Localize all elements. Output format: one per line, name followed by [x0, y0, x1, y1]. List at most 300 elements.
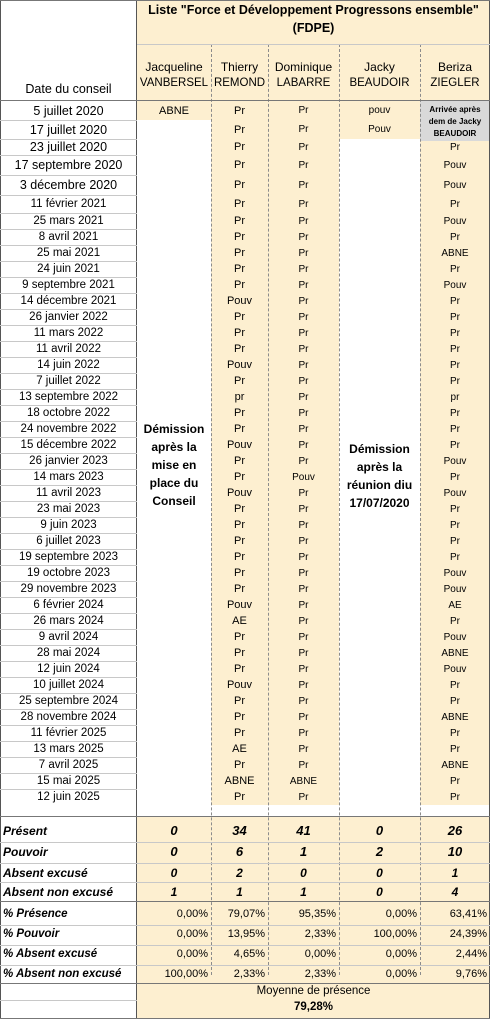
resignation-note-beaudoir: 17/07/2020	[349, 496, 410, 510]
grid-line	[0, 677, 137, 678]
grid-line	[0, 1018, 490, 1019]
attendance-cell-labarre: Pr	[298, 407, 309, 419]
date-cell: 12 juin 2025	[37, 791, 100, 803]
percent-label: % Absent non excusé	[3, 968, 122, 980]
attendance-cell-remond: Pr	[234, 141, 245, 153]
grid-line	[0, 0, 1, 1019]
attendance-cell-labarre: Pr	[298, 743, 309, 755]
grid-line	[0, 1000, 137, 1001]
percent-value: 24,39%	[449, 928, 487, 940]
attendance-cell-remond: Pr	[234, 247, 245, 259]
grid-line	[0, 261, 137, 262]
attendance-cell-ziegler: Pr	[450, 407, 460, 419]
percent-value: 0,00%	[176, 928, 208, 940]
attendance-cell-labarre: Pr	[298, 247, 309, 259]
attendance-cell-labarre: Pr	[298, 215, 309, 227]
grid-line	[0, 709, 137, 710]
attendance-cell-ziegler: Pr	[450, 198, 460, 210]
grid-line	[0, 741, 137, 742]
grid-line	[0, 175, 137, 176]
percent-label: % Présence	[3, 908, 68, 920]
date-cell: 14 mars 2023	[33, 471, 104, 483]
percent-value: 0,00%	[385, 908, 417, 920]
attendance-cell-ziegler: ABNE	[441, 759, 469, 771]
percent-value: 79,07%	[227, 908, 265, 920]
grid-line	[0, 549, 137, 550]
grid-line	[0, 816, 490, 817]
attendance-cell-labarre: Pr	[298, 759, 309, 771]
attendance-cell-ziegler: Pr	[450, 327, 460, 339]
attendance-cell-ziegler: Pr	[450, 359, 460, 371]
date-cell: 25 septembre 2024	[18, 695, 119, 707]
grid-line	[0, 597, 137, 598]
resignation-note-vanbersel: place du	[149, 476, 199, 490]
date-cell: 3 décembre 2020	[19, 178, 118, 192]
date-cell: 23 juillet 2020	[29, 140, 108, 154]
grid-line	[0, 405, 137, 406]
attendance-cell-ziegler: Pouv	[443, 631, 467, 643]
sheet-title: Liste "Force et Développement Progressons ensemble"	[148, 3, 479, 17]
count-value: 6	[235, 844, 244, 859]
grid-line	[0, 773, 137, 774]
grid-line	[0, 373, 137, 374]
attendance-cell-labarre: Pr	[298, 105, 309, 116]
attendance-cell-remond: Pr	[234, 647, 245, 659]
count-value: 0	[376, 865, 383, 880]
attendance-cell-ziegler: Pr	[450, 471, 460, 483]
attendance-cell-ziegler: Pouv	[443, 583, 467, 595]
grid-line	[0, 0, 490, 1]
attendance-cell-remond: Pr	[234, 503, 245, 515]
grid-line	[0, 661, 137, 662]
attendance-cell-remond: pr	[234, 391, 245, 403]
attendance-cell-ziegler: Pr	[450, 141, 460, 153]
count-label: Absent excusé	[3, 865, 88, 880]
grid-line	[489, 0, 490, 1019]
percent-value: 0,00%	[385, 968, 417, 980]
grid-line	[0, 120, 137, 121]
date-cell: 28 novembre 2024	[20, 711, 117, 723]
attendance-cell-remond: Pr	[234, 179, 245, 191]
percent-value: 2,33%	[233, 968, 265, 980]
attendance-cell-remond: Pr	[234, 663, 245, 675]
percent-value: 95,35%	[298, 908, 336, 920]
attendance-cell-remond: Pr	[234, 198, 245, 210]
member-lastname-ziegler: ZIEGLER	[430, 77, 480, 89]
attendance-cell-remond: Pr	[234, 535, 245, 547]
attendance-cell-remond: Pr	[234, 471, 245, 483]
attendance-cell-labarre: Pr	[298, 327, 309, 339]
grid-line	[0, 629, 137, 630]
attendance-cell-remond: Pr	[234, 311, 245, 323]
count-value: 0	[376, 884, 383, 899]
attendance-cell-labarre: Pr	[298, 375, 309, 387]
attendance-cell-remond: Pr	[234, 695, 245, 707]
count-label: Présent	[3, 823, 48, 838]
grid-line	[136, 0, 137, 1019]
count-value: 2	[375, 844, 384, 859]
attendance-cell-remond: Pouv	[226, 439, 253, 451]
attendance-cell-labarre: Pr	[298, 439, 309, 451]
ziegler-note-line: dem de Jacky	[428, 116, 482, 126]
count-value: 26	[447, 823, 463, 838]
date-cell: 26 janvier 2022	[29, 311, 108, 323]
average-label: Moyenne de présence	[256, 985, 371, 997]
grid-line	[0, 517, 137, 518]
count-value: 1	[451, 865, 459, 880]
attendance-cell-remond: Pr	[234, 327, 245, 339]
grid-line	[0, 325, 137, 326]
attendance-cell-beaudoir: Pouv	[368, 124, 391, 135]
date-cell: 8 avril 2021	[38, 231, 99, 243]
grid-line	[339, 44, 340, 975]
ziegler-note-line: BEAUDOIR	[433, 128, 477, 138]
attendance-cell-remond: Pr	[234, 519, 245, 531]
count-value: 0	[170, 865, 178, 880]
date-cell: 7 avril 2025	[38, 759, 99, 771]
attendance-cell-labarre: Pr	[298, 551, 309, 563]
date-cell: 9 avril 2024	[38, 631, 99, 643]
attendance-cell-remond: Pouv	[226, 295, 253, 307]
attendance-cell-ziegler: Pouv	[443, 215, 467, 227]
attendance-cell-remond: Pr	[234, 231, 245, 243]
resignation-note-vanbersel: après la	[151, 440, 197, 454]
grid-line	[0, 565, 137, 566]
attendance-cell-ziegler: Pr	[450, 615, 460, 627]
grid-line	[211, 44, 212, 975]
attendance-cell-labarre: Pr	[298, 631, 309, 643]
attendance-cell-ziegler: ABNE	[441, 647, 469, 659]
attendance-cell-ziegler: ABNE	[441, 711, 469, 723]
date-cell: 19 octobre 2023	[26, 567, 111, 579]
grid-line	[0, 421, 137, 422]
percent-label: % Pouvoir	[3, 928, 60, 940]
grid-line	[0, 501, 137, 502]
date-cell: 10 juillet 2024	[33, 679, 104, 691]
grid-line	[0, 693, 137, 694]
grid-line	[0, 645, 137, 646]
date-cell: 13 septembre 2022	[18, 391, 119, 403]
attendance-cell-labarre: Pouv	[292, 471, 315, 483]
date-cell: 9 septembre 2021	[22, 279, 115, 291]
grid-line	[0, 925, 490, 926]
grid-line	[0, 945, 490, 946]
attendance-cell-remond: Pr	[234, 727, 245, 739]
average-value: 79,28%	[293, 1001, 333, 1013]
grid-line	[0, 882, 490, 883]
count-label: Pouvoir	[3, 844, 48, 859]
percent-value: 100,00%	[164, 968, 208, 980]
attendance-cell-labarre: Pr	[298, 231, 309, 243]
date-cell: 26 janvier 2023	[29, 455, 108, 467]
attendance-cell-labarre: Pr	[298, 279, 309, 291]
date-cell: 13 mars 2025	[33, 743, 104, 755]
count-value: 0	[300, 865, 307, 880]
attendance-cell-ziegler: Pouv	[443, 567, 467, 579]
attendance-cell-beaudoir: pouv	[368, 105, 391, 116]
attendance-cell-remond: AE	[232, 743, 247, 755]
date-cell: 28 mai 2024	[36, 647, 101, 659]
date-cell: 14 décembre 2021	[20, 295, 117, 307]
attendance-cell-labarre: Pr	[298, 423, 309, 435]
attendance-cell-remond: ABNE	[224, 775, 255, 787]
count-value: 1	[300, 884, 307, 899]
attendance-cell-remond: Pr	[234, 567, 245, 579]
attendance-cell-labarre: Pr	[298, 583, 309, 595]
attendance-cell-ziegler: Pr	[450, 727, 460, 739]
attendance-cell-labarre: Pr	[298, 263, 309, 275]
grid-line	[0, 293, 137, 294]
date-cell: 24 novembre 2022	[20, 423, 117, 435]
attendance-cell-remond: Pr	[234, 423, 245, 435]
attendance-cell-ziegler: Pouv	[443, 179, 467, 191]
attendance-cell-ziegler: Pouv	[443, 159, 467, 171]
date-cell: 24 juin 2021	[37, 263, 100, 275]
percent-value: 13,95%	[227, 928, 265, 940]
member-firstname-beaudoir: Jacky	[364, 60, 395, 74]
grid-line	[0, 965, 490, 966]
count-value: 1	[299, 844, 308, 859]
percent-value: 0,00%	[304, 948, 336, 960]
attendance-cell-vanbersel: ABNE	[159, 104, 189, 117]
date-cell: 25 mars 2021	[33, 215, 104, 227]
percent-value: 2,33%	[304, 928, 336, 940]
attendance-cell-labarre: Pr	[298, 519, 309, 531]
resignation-note-vanbersel: mise en	[151, 458, 197, 472]
attendance-cell-ziegler: Pouv	[443, 455, 467, 467]
attendance-cell-labarre: Pr	[298, 791, 309, 803]
date-cell: 6 février 2024	[33, 599, 104, 611]
attendance-cell-ziegler: Pr	[450, 551, 460, 563]
percent-value: 9,76%	[455, 968, 487, 980]
attendance-cell-ziegler: Pr	[450, 695, 460, 707]
count-value: 1	[236, 884, 243, 899]
member-firstname-remond: Thierry	[220, 60, 259, 74]
count-value: 10	[447, 844, 463, 859]
count-value: 41	[296, 823, 311, 838]
resignation-note-beaudoir: Démission	[349, 442, 410, 456]
date-cell: 17 septembre 2020	[14, 158, 123, 172]
date-cell: 26 mars 2024	[33, 615, 104, 627]
attendance-cell-remond: Pr	[234, 123, 245, 136]
attendance-cell-labarre: Pr	[298, 391, 309, 403]
percent-value: 0,00%	[176, 948, 208, 960]
resignation-note-vanbersel: Démission	[143, 422, 205, 436]
attendance-cell-ziegler: Pouv	[443, 663, 467, 675]
member-lastname-remond: REMOND	[213, 77, 266, 89]
attendance-cell-labarre: Pr	[298, 647, 309, 659]
attendance-cell-ziegler: Pr	[450, 679, 460, 691]
attendance-cell-ziegler: Pouv	[443, 487, 467, 499]
date-cell: 15 mai 2025	[36, 775, 101, 787]
percent-value: 63,41%	[449, 908, 487, 920]
grid-line	[0, 195, 137, 196]
grid-line	[0, 725, 137, 726]
attendance-cell-remond: Pr	[234, 159, 245, 171]
grid-line	[0, 533, 137, 534]
ziegler-note-line: Arrivée après	[429, 104, 481, 114]
attendance-cell-remond: Pr	[234, 455, 245, 467]
percent-value: 2,33%	[304, 968, 336, 980]
grid-line	[0, 437, 137, 438]
attendance-cell-labarre: Pr	[298, 295, 309, 307]
attendance-cell-labarre: Pr	[298, 567, 309, 579]
attendance-cell-labarre: Pr	[298, 503, 309, 515]
attendance-cell-remond: Pouv	[226, 679, 253, 691]
attendance-cell-labarre: Pr	[298, 695, 309, 707]
date-cell: 11 février 2021	[30, 198, 107, 210]
attendance-cell-remond: Pr	[234, 711, 245, 723]
count-value: 0	[170, 823, 178, 838]
attendance-cell-remond: Pr	[234, 583, 245, 595]
date-cell: 15 décembre 2022	[20, 439, 117, 451]
attendance-cell-ziegler: Pr	[450, 535, 460, 547]
attendance-cell-remond: Pouv	[226, 599, 253, 611]
grid-line	[0, 983, 490, 984]
date-cell: 11 février 2025	[30, 727, 107, 739]
attendance-cell-remond: Pouv	[226, 359, 253, 371]
attendance-cell-remond: Pr	[234, 791, 245, 803]
attendance-cell-labarre: Pr	[298, 343, 309, 355]
count-value: 0	[170, 844, 178, 859]
member-lastname-beaudoir: BEAUDOIR	[349, 77, 410, 89]
count-value: 0	[375, 823, 384, 838]
attendance-cell-remond: Pr	[234, 759, 245, 771]
date-cell: 9 juin 2023	[40, 519, 97, 531]
attendance-cell-ziegler: ABNE	[441, 247, 469, 259]
attendance-cell-ziegler: Pr	[450, 263, 460, 275]
attendance-cell-ziegler: Pr	[450, 311, 460, 323]
percent-label: % Absent excusé	[3, 948, 98, 960]
date-cell: 11 avril 2022	[36, 343, 101, 355]
attendance-cell-labarre: Pr	[298, 124, 309, 135]
grid-line	[0, 485, 137, 486]
count-value: 4	[451, 884, 459, 899]
grid-line	[0, 757, 137, 758]
date-cell: 29 novembre 2023	[20, 583, 117, 595]
date-cell: 12 juin 2024	[37, 663, 100, 675]
attendance-cell-ziegler: Pr	[450, 375, 460, 387]
grid-line	[0, 789, 137, 790]
grid-line	[0, 613, 137, 614]
date-cell: 5 juillet 2020	[33, 103, 104, 118]
attendance-cell-labarre: Pr	[298, 141, 309, 153]
member-firstname-ziegler: Beriza	[437, 60, 472, 74]
grid-line	[0, 357, 137, 358]
attendance-cell-labarre: Pr	[298, 311, 309, 323]
grid-line	[0, 341, 137, 342]
resignation-note-vanbersel: Conseil	[152, 494, 196, 508]
attendance-cell-remond: Pr	[234, 263, 245, 275]
member-lastname-labarre: LABARRE	[276, 77, 331, 89]
date-cell: 7 juillet 2022	[36, 375, 101, 387]
attendance-cell-labarre: Pr	[298, 455, 309, 467]
attendance-cell-labarre: Pr	[298, 179, 309, 191]
date-cell: 17 juillet 2020	[29, 122, 108, 137]
date-cell: 11 avril 2023	[36, 487, 101, 499]
grid-line	[0, 389, 137, 390]
attendance-cell-labarre: Pr	[298, 711, 309, 723]
date-cell: 6 juillet 2023	[36, 535, 101, 547]
grid-line	[0, 139, 137, 140]
grid-line	[0, 901, 490, 902]
date-cell: 11 mars 2022	[33, 327, 104, 339]
attendance-cell-remond: Pr	[234, 631, 245, 643]
member-firstname-labarre: Dominique	[274, 60, 333, 74]
attendance-cell-ziegler: Pr	[450, 231, 460, 243]
attendance-cell-labarre: Pr	[298, 359, 309, 371]
date-cell: 18 octobre 2022	[26, 407, 111, 419]
attendance-cell-ziegler: Pr	[450, 423, 460, 435]
attendance-cell-remond: Pr	[234, 375, 245, 387]
attendance-cell-ziegler: Pr	[450, 343, 460, 355]
percent-value: 2,44%	[455, 948, 487, 960]
attendance-cell-ziegler: Pr	[450, 791, 460, 803]
attendance-cell-remond: Pr	[234, 407, 245, 419]
attendance-cell-labarre: Pr	[298, 487, 309, 499]
grid-line	[0, 453, 137, 454]
grid-line	[268, 44, 269, 975]
grid-line	[0, 229, 137, 230]
date-cell: 19 septembre 2023	[18, 551, 119, 563]
attendance-cell-ziegler: Pr	[450, 439, 460, 451]
grid-line	[0, 245, 137, 246]
attendance-cell-remond: Pr	[234, 279, 245, 291]
count-value: 34	[232, 823, 247, 838]
date-header: Date du conseil	[25, 82, 112, 96]
count-label: Absent non excusé	[3, 884, 114, 899]
percent-value: 0,00%	[176, 908, 208, 920]
attendance-cell-labarre: Pr	[298, 615, 309, 627]
attendance-cell-ziegler: Pr	[450, 503, 460, 515]
attendance-cell-remond: AE	[232, 615, 247, 627]
count-value: 1	[170, 884, 178, 899]
grid-line	[0, 863, 490, 864]
grid-line	[137, 44, 490, 45]
date-cell: 14 juin 2022	[37, 359, 100, 371]
percent-value: 0,00%	[385, 948, 417, 960]
attendance-cell-ziegler: Pr	[450, 295, 460, 307]
attendance-cell-remond: Pouv	[226, 487, 253, 499]
grid-line	[420, 44, 421, 975]
resignation-note-beaudoir: après la	[356, 460, 403, 474]
grid-line	[0, 309, 137, 310]
attendance-cell-ziegler: Pr	[450, 519, 460, 531]
attendance-cell-ziegler: Pr	[450, 775, 460, 787]
date-cell: 25 mai 2021	[36, 247, 101, 259]
date-cell: 23 mai 2023	[36, 503, 101, 515]
attendance-cell-ziegler: Pouv	[443, 279, 467, 291]
sheet-subtitle: (FDPE)	[292, 21, 335, 35]
grid-line	[0, 213, 137, 214]
attendance-cell-labarre: Pr	[298, 679, 309, 691]
grid-line	[0, 842, 490, 843]
attendance-cell-labarre: Pr	[298, 535, 309, 547]
count-value: 2	[236, 865, 243, 880]
attendance-cell-ziegler: AE	[448, 599, 462, 611]
member-lastname-vanbersel: VANBERSEL	[139, 77, 209, 89]
attendance-cell-labarre: Pr	[298, 198, 309, 210]
grid-line	[0, 100, 490, 101]
grid-line	[0, 581, 137, 582]
attendance-cell-remond: Pr	[234, 551, 245, 563]
attendance-cell-labarre: Pr	[298, 663, 309, 675]
attendance-cell-remond: Pr	[234, 104, 245, 117]
member-firstname-vanbersel: Jacqueline	[145, 60, 203, 74]
attendance-cell-remond: Pr	[234, 215, 245, 227]
grid-line	[0, 155, 137, 156]
attendance-cell-labarre: Pr	[298, 159, 309, 171]
